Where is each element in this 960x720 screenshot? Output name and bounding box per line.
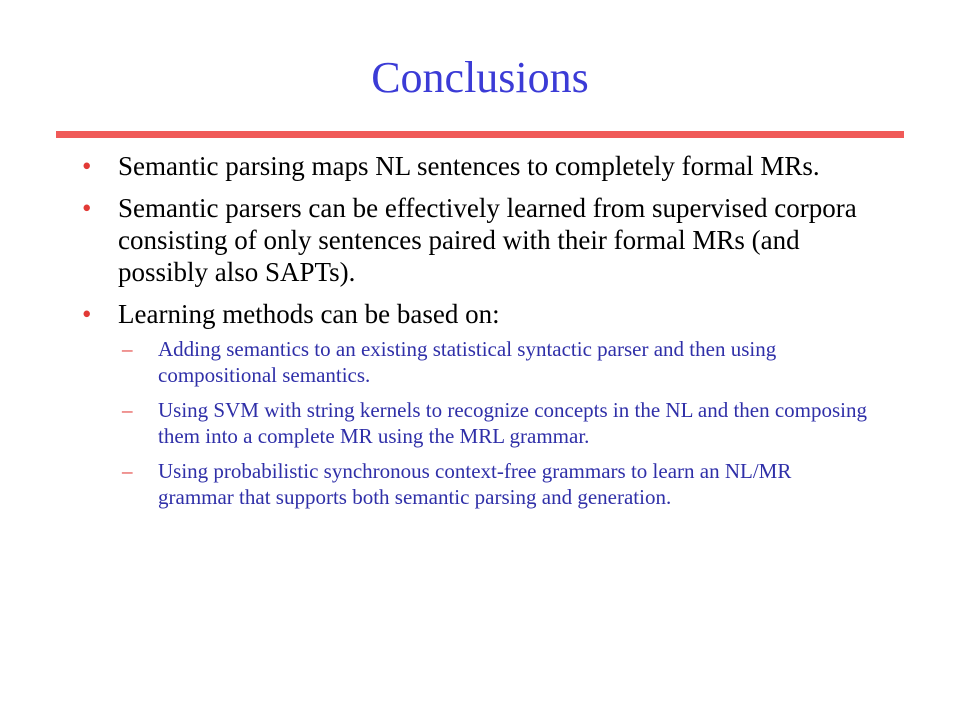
sub-bullet-list: [106, 336, 872, 510]
sub-bullet-text: Adding semantics to an existing statistical syntactic parser and then using compositional semantics.: [158, 337, 777, 387]
sub-bullet-text: Using probabilistic synchronous context-free grammars to learn an NL/MR grammar that supports both semantic parsing and generation.: [158, 459, 792, 509]
slide-title: Conclusions: [371, 53, 589, 102]
bullet-marker-icon: •: [82, 193, 92, 223]
sub-bullet-text: Using SVM with string kernels to recognize concepts in the NL and then composing them into a complete MR using the MRL grammar.: [158, 398, 868, 448]
sub-bullet-marker-icon: –: [122, 459, 133, 483]
sub-bullet-marker-icon: –: [122, 398, 133, 422]
bullet-marker-icon: •: [82, 299, 92, 329]
bullet-item: [82, 192, 872, 288]
bullet-text: Semantic parsing maps NL sentences to completely formal MRs.: [118, 151, 820, 181]
title-divider-rule: [56, 131, 904, 138]
bullet-list: [82, 150, 872, 520]
sub-bullet-item: [106, 458, 872, 510]
bullet-text: Semantic parsers can be effectively learned from supervised corpora consisting of only sentences paired with their formal MRs (and possibly also SAPTs).: [118, 193, 857, 287]
bullet-item: [82, 150, 872, 182]
sub-bullet-item: [106, 397, 872, 449]
bullet-text: Learning methods can be based on:: [118, 299, 500, 329]
sub-bullet-marker-icon: –: [122, 337, 133, 361]
bullet-marker-icon: •: [82, 151, 92, 181]
bullet-item: [82, 298, 872, 510]
sub-bullet-item: [106, 336, 872, 388]
